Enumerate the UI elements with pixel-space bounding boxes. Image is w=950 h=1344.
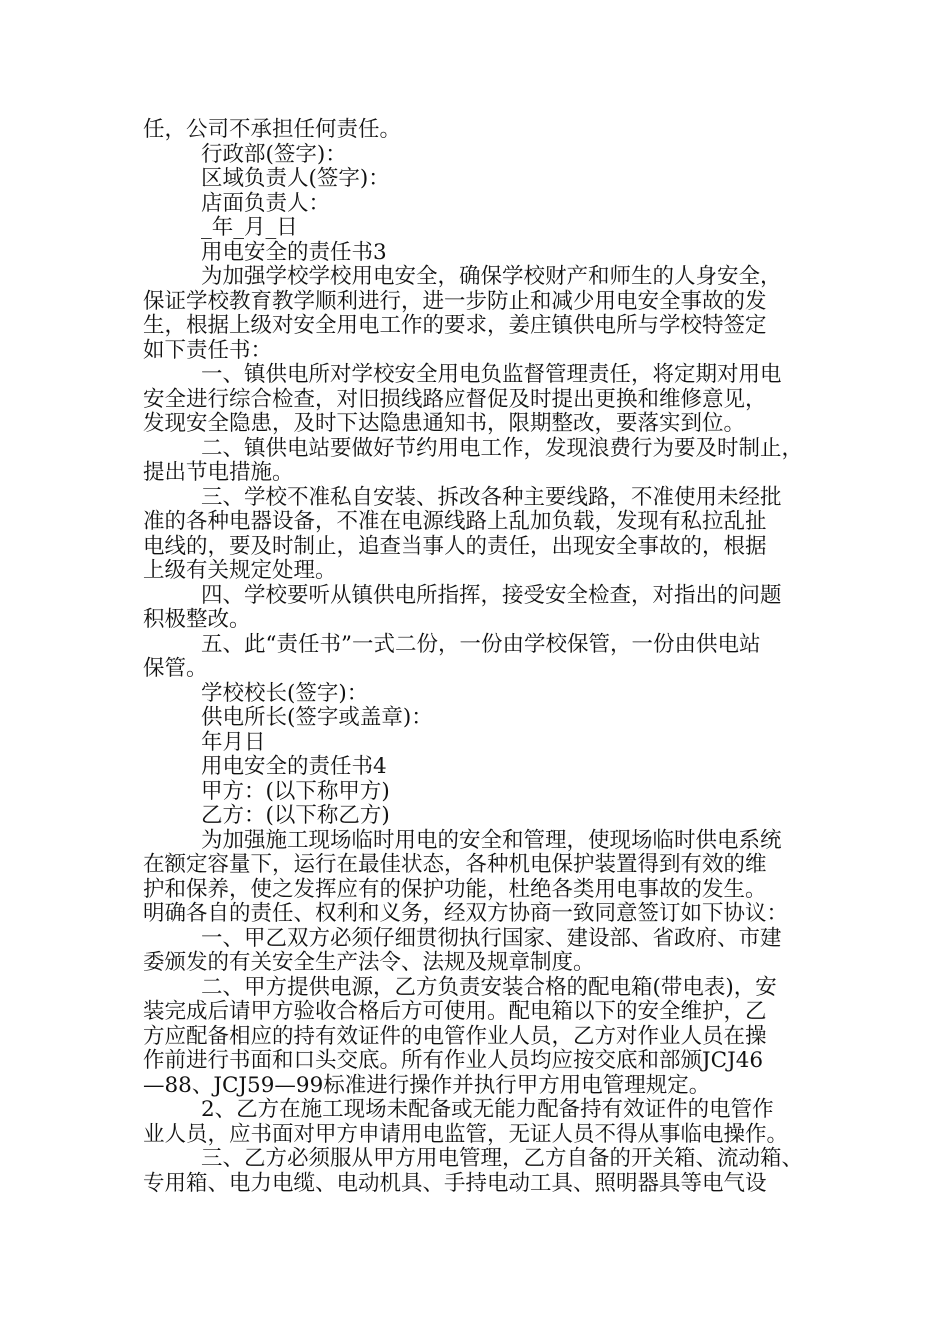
text-line: 二、镇供电站要做好节约用电工作，发现浪费行为要及时制止，: [201, 435, 804, 461]
text-line: 店面负责人：: [201, 190, 331, 216]
text-line: 生，根据上级对安全用电工作的要求，姜庄镇供电所与学校特签定: [143, 313, 767, 338]
text-line: 作前进行书面和口头交底。所有作业人员均应按交底和部颁JCJ46: [143, 1048, 764, 1073]
text-line: 提出节电措施。: [143, 460, 294, 485]
text-line: 一、甲乙双方必须仔细贯彻执行国家、建设部、省政府、市建: [201, 925, 782, 951]
text-line: 用电安全的责任书3: [201, 239, 387, 265]
text-line: 行政部(签字)：: [201, 141, 347, 167]
text-line: —88、JCJ59—99标准进行操作并执行甲方用电管理规定。: [143, 1072, 711, 1098]
text-line: 发现安全隐患，及时下达隐患通知书，限期整改，要落实到位。: [143, 411, 746, 436]
text-line: 为加强施工现场临时用电的安全和管理，使现场临时供电系统: [201, 827, 782, 853]
text-line: 乙方：(以下称乙方): [201, 803, 390, 828]
text-line: 如下责任书：: [143, 337, 273, 363]
text-line: 二、甲方提供电源，乙方负责安装合格的配电箱(带电表)，安: [201, 974, 777, 1000]
text-line: 保证学校教育教学顺利进行，进一步防止和减少用电安全事故的发: [143, 288, 767, 314]
text-line: 甲方：(以下称甲方): [201, 778, 390, 804]
document-page: [143, 118, 833, 1196]
text-line: 方应配备相应的持有效证件的电管作业人员，乙方对作业人员在操: [143, 1023, 767, 1049]
text-line: 保管。: [143, 656, 208, 681]
text-line: 三、乙方必须服从甲方用电管理，乙方自备的开关箱、流动箱、: [201, 1146, 804, 1171]
text-line: 上级有关规定处理。: [143, 558, 337, 583]
text-line: 为加强学校学校用电安全，确保学校财产和师生的人身安全，: [201, 264, 782, 289]
text-line: 专用箱、电力电缆、电动机具、手持电动工具、照明器具等电气设: [143, 1170, 767, 1196]
text-line: 区域负责人(签字)：: [201, 166, 390, 191]
text-line: 安全进行综合检查，对旧损线路应督促及时提出更换和维修意见，: [143, 386, 767, 412]
text-line: 五、此“责任书”一式二份，一份由学校保管，一份由供电站: [201, 631, 761, 657]
text-line: 装完成后请甲方验收合格后方可使用。配电箱以下的安全维护，乙: [143, 999, 767, 1024]
text-line: 学校校长(签字)：: [201, 680, 369, 706]
text-line: 在额定容量下，运行在最佳状态，各种机电保护装置得到有效的维: [143, 852, 767, 877]
text-line: 用电安全的责任书4: [201, 754, 387, 779]
text-line: 准的各种电器设备，不准在电源线路上乱加负载，发现有私拉乱扯: [143, 509, 767, 534]
text-line: 任，公司不承担任何责任。: [143, 117, 402, 142]
text-line: 三、学校不准私自安装、拆改各种主要线路，不准使用未经批: [201, 484, 782, 510]
text-line: 四、学校要听从镇供电所指挥，接受安全检查，对指出的问题: [201, 582, 782, 608]
text-line: 年月日: [201, 729, 266, 755]
text-line: 供电所长(签字或盖章)：: [201, 705, 433, 730]
text-line: 业人员，应书面对甲方申请用电监管，无证人员不得从事临电操作。: [143, 1121, 789, 1147]
text-line: 一、镇供电所对学校安全用电负监督管理责任，将定期对用电: [201, 362, 782, 387]
text-line: 明确各自的责任、权利和义务，经双方协商一致同意签订如下协议：: [143, 901, 789, 926]
text-line: 积极整改。: [143, 607, 251, 632]
text-line: 护和保养，使之发挥应有的保护功能，杜绝各类用电事故的发生。: [143, 876, 767, 902]
text-line: 委颁发的有关安全生产法令、法规及规章制度。: [143, 950, 595, 975]
text-line: 电线的，要及时制止，追查当事人的责任，出现安全事故的，根据: [143, 533, 767, 559]
text-line: _年_月_日: [201, 215, 298, 240]
text-line: 2、乙方在施工现场未配备或无能力配备持有效证件的电管作: [201, 1097, 774, 1122]
